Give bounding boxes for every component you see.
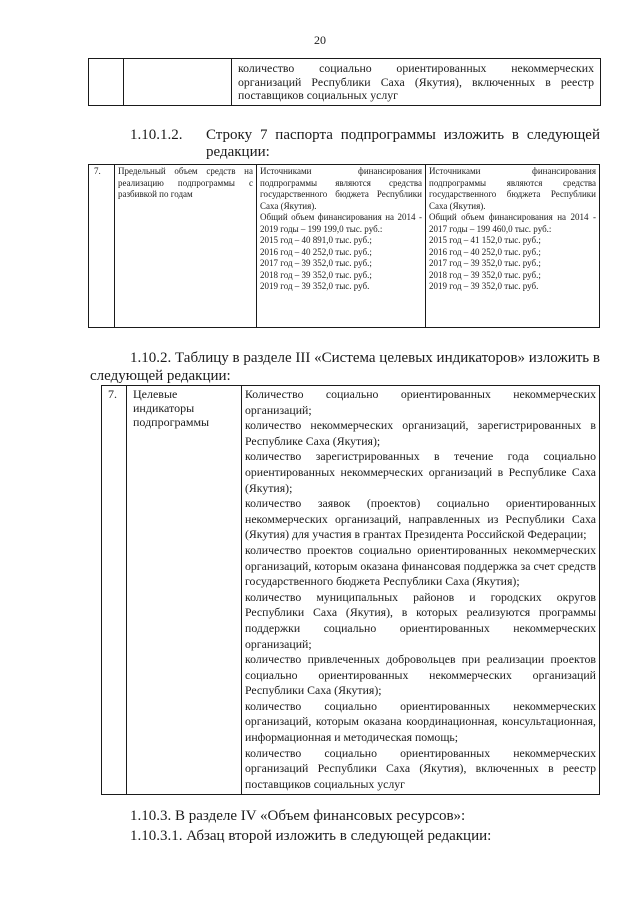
finance-year: 2019 год – 39 352,0 тыс. руб. (260, 281, 370, 291)
paragraph-1-10-3-1: 1.10.3.1. Абзац второй изложить в следующей редакции: (130, 828, 492, 844)
finance-year: 2015 год – 41 152,0 тыс. руб.; (429, 235, 541, 245)
indicator-item: количество социально ориентированных некоммерческих организаций, которым оказана координационная, консультационная, информационная и методическая помощь; (245, 698, 596, 745)
finance-year: 2018 год – 39 352,0 тыс. руб.; (429, 269, 541, 280)
finance-source: Источниками финансирования подпрограммы являются средства государственного бюджета Республики Саха (Якутия). (260, 166, 422, 211)
table-row (89, 59, 601, 106)
finance-col-old (257, 165, 426, 328)
indicator-item: количество проектов социально ориентированных некоммерческих организаций, которым оказана финансовая поддержка за счет средств государственного бюджета Республики Саха (Якутия); (245, 542, 596, 589)
finance-year: 2015 год – 40 891,0 тыс. руб.; (260, 235, 372, 245)
indicator-item: количество зарегистрированных в течение года социально ориентированных некоммерческих организаций в Республике Саха (Якутия); (245, 449, 596, 495)
table-indicators (101, 385, 600, 795)
indicator-item: количество привлеченных добровольцев при реализации проектов социально ориентированных некоммерческих организаций Республики Саха (Якутия); (245, 652, 596, 698)
table-cell-empty (89, 59, 124, 106)
finance-year: 2016 год – 40 252,0 тыс. руб.; (429, 246, 541, 257)
finance-year: 2019 год – 39 352,0 тыс. руб. (429, 281, 539, 291)
finance-year: 2018 год – 39 352,0 тыс. руб.; (260, 269, 372, 280)
indicator-item: количество некоммерческих организаций, зарегистрированных в Республике Саха (Якутия); (245, 418, 596, 448)
table-continuation (88, 58, 601, 106)
table-row (89, 165, 600, 328)
paragraph-text: Строку 7 паспорта подпрограммы изложить в следующей редакции: (206, 127, 600, 160)
indicator-item: количество социально ориентированных некоммерческих организаций Республики Саха (Якутия), включенных в реестр поставщиков социальных услуг (245, 745, 596, 791)
paragraph-1-10-3: 1.10.3. В разделе IV «Объем финансовых ресурсов»: (130, 808, 466, 824)
page-number: 20 (314, 33, 326, 47)
finance-year: 2016 год – 40 252,0 тыс. руб.; (260, 246, 372, 257)
finance-year: 2017 год – 39 352,0 тыс. руб.; (260, 258, 372, 268)
indicator-item: количество заявок (проектов) социально ориентированных некоммерческих организаций, направленных из Республики Саха (Якутия) для участия в грантах Президента Российской Федерации; (245, 496, 596, 542)
indicator-item: Количество социально ориентированных некоммерческих организаций; (245, 387, 596, 417)
finance-total: Общий объем финансирования на 2014 - 2019 годы – 199 199,0 тыс. руб.: (260, 212, 422, 234)
paragraph-1-10-1-2 (90, 127, 600, 161)
finance-source: Источниками финансирования подпрограммы являются средства государственного бюджета Республики Саха (Якутия). (429, 166, 596, 211)
row-number: 7. (89, 165, 115, 328)
indicators-label: Целевые индикаторы подпрограммы (127, 386, 242, 795)
paragraph-1-10-2: 1.10.2. Таблицу в разделе III «Система целевых индикаторов» изложить в следующей редакции: (90, 350, 600, 384)
finance-year: 2017 год – 39 352,0 тыс. руб.; (429, 258, 541, 268)
row-number: 7. (102, 386, 127, 795)
table-finance (88, 164, 600, 328)
indicators-list (242, 386, 600, 795)
indicator-item: количество муниципальных районов и городских округов Республики Саха (Якутия), в которых реализуются программы поддержки социально ориентированных некоммерческих организаций; (245, 589, 596, 651)
finance-col-new (426, 165, 600, 328)
finance-total: Общий объем финансирования на 2014 - 2017 годы – 199 460,0 тыс. руб.: (429, 212, 596, 234)
table-cell-text: количество социально ориентированных некоммерческих организаций Республики Саха (Якутия), включенных в реестр поставщиков социальных услуг (232, 59, 601, 106)
finance-label: Предельный объем средств на реализацию подпрограммы с разбивкой по годам (115, 165, 257, 328)
table-row (102, 386, 600, 795)
table-cell-empty (124, 59, 232, 106)
paragraph-number: 1.10.1.2. (130, 127, 183, 143)
